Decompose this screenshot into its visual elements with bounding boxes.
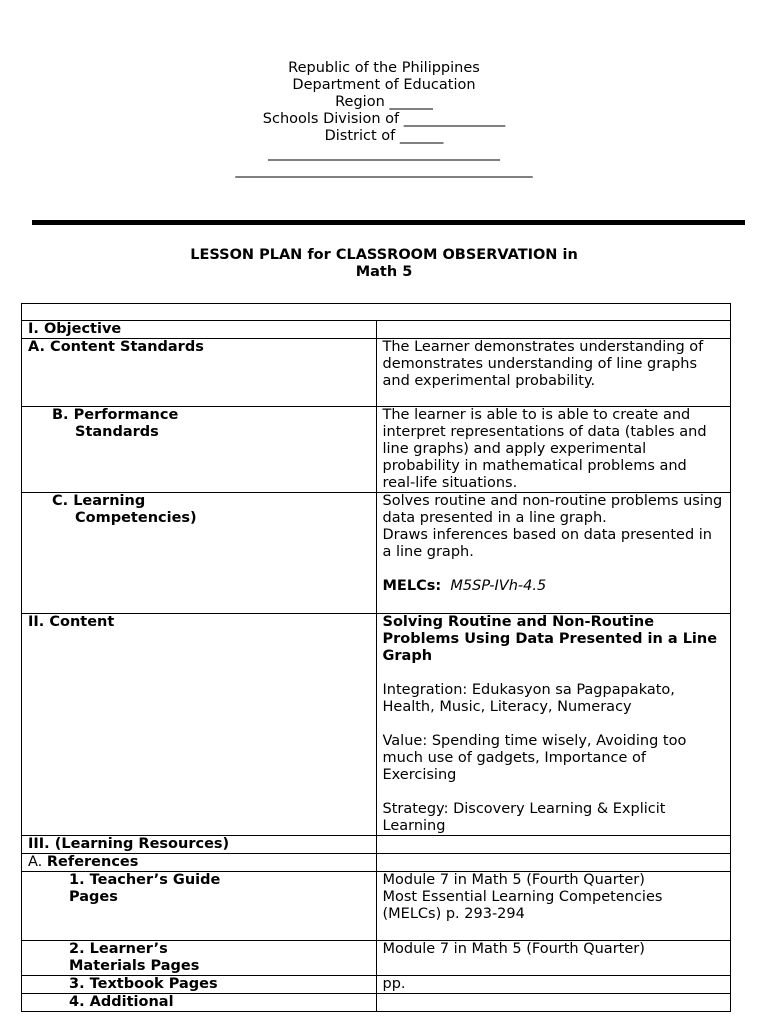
content-strategy: Strategy: Discovery Learning & Explicit Learning	[382, 801, 666, 834]
competencies-label	[22, 493, 377, 614]
header-divider	[32, 220, 745, 225]
learners-materials-label	[22, 941, 377, 976]
document-title	[0, 247, 768, 281]
teachers-guide-label	[22, 872, 377, 941]
spacer	[383, 784, 725, 801]
textbook-label-text: 3. Textbook Pages	[69, 976, 218, 992]
table-row-textbook	[22, 976, 731, 994]
empty-header-cell	[22, 304, 731, 321]
objective-value	[376, 321, 731, 339]
table-row-teachers-guide	[22, 872, 731, 941]
references-prefix: A.	[28, 854, 43, 870]
lesson-plan-table	[21, 303, 731, 1012]
performance-standards-text: The learner is able to is able to create and interpret representations of data (tables and line graphs) and apply experimental probability in mathematical problems and real-life situations.	[376, 407, 731, 493]
competency-2: Draws inferences based on data presented in a line graph.	[382, 527, 712, 560]
learners-materials-text: Module 7 in Math 5 (Fourth Quarter)	[376, 941, 731, 976]
table-row-content-standards	[22, 339, 731, 407]
references-text: References	[46, 854, 139, 870]
table-row-performance-standards	[22, 407, 731, 493]
content-cell	[376, 614, 731, 836]
header-department: Department of Education	[292, 77, 476, 93]
melcs-label: MELCs:	[382, 578, 442, 594]
spacer	[383, 561, 725, 578]
table-row-competencies	[22, 493, 731, 614]
additional-value	[376, 994, 731, 1012]
performance-standards-label	[22, 407, 377, 493]
competencies-label-line-2: Competencies)	[75, 510, 197, 526]
resources-label: III. (Learning Resources)	[22, 836, 377, 854]
document-header	[0, 60, 768, 179]
header-region: Region ______	[335, 94, 433, 110]
resources-value	[376, 836, 731, 854]
header-division: Schools Division of ______________	[262, 111, 506, 127]
header-blank-line-2: _________________________________________	[235, 162, 533, 178]
competencies-label-line-1: C. Learning	[52, 493, 146, 509]
textbook-label	[22, 976, 377, 994]
content-standards-text: The Learner demonstrates understanding of demonstrates understanding of line graphs and experimental probability.	[376, 339, 731, 407]
content-integration: Integration: Edukasyon sa Pagpapakato, Health, Music, Literacy, Numeracy	[382, 682, 675, 715]
objective-label: I. Objective	[22, 321, 377, 339]
lm-label-line-1: 2. Learner’s	[69, 941, 168, 957]
spacer	[383, 716, 725, 733]
additional-label-text: 4. Additional	[69, 994, 174, 1010]
competencies-cell	[376, 493, 731, 614]
melcs-line	[383, 578, 725, 595]
tg-label-line-1: 1. Teacher’s Guide	[69, 872, 221, 888]
teachers-guide-text	[376, 872, 731, 941]
performance-label-line-2: Standards	[75, 424, 159, 440]
header-blank-line-1: ________________________________	[268, 145, 500, 161]
textbook-text: pp.	[376, 976, 731, 994]
table-row-references	[22, 854, 731, 872]
performance-label-line-1: B. Performance	[52, 407, 179, 423]
content-label: II. Content	[22, 614, 377, 836]
table-row-content	[22, 614, 731, 836]
table-row-empty	[22, 304, 731, 321]
references-label	[22, 854, 377, 872]
table-row-objective	[22, 321, 731, 339]
table-row-resources	[22, 836, 731, 854]
table-row-additional	[22, 994, 731, 1012]
content-standards-label: A. Content Standards	[22, 339, 377, 407]
title-line-1: LESSON PLAN for CLASSROOM OBSERVATION in	[190, 247, 578, 263]
lm-label-line-2: Materials Pages	[69, 958, 200, 974]
melcs-code: M5SP-IVh-4.5	[450, 578, 547, 594]
tg-text-2: Most Essential Learning Competencies (MELCs) p. 293-294	[382, 889, 663, 922]
tg-text-1: Module 7 in Math 5 (Fourth Quarter)	[382, 872, 645, 888]
references-value	[376, 854, 731, 872]
content-value: Value: Spending time wisely, Avoiding too much use of gadgets, Importance of Exercising	[382, 733, 687, 783]
header-district: District of ______	[324, 128, 444, 144]
additional-label	[22, 994, 377, 1012]
tg-label-line-2: Pages	[69, 889, 118, 905]
table-row-learners-materials	[22, 941, 731, 976]
title-line-2: Math 5	[355, 264, 413, 280]
competency-1: Solves routine and non-routine problems using data presented in a line graph.	[382, 493, 723, 526]
spacer	[383, 665, 725, 682]
header-republic: Republic of the Philippines	[288, 60, 480, 76]
content-title: Solving Routine and Non-Routine Problems Using Data Presented in a Line Graph	[382, 614, 718, 664]
